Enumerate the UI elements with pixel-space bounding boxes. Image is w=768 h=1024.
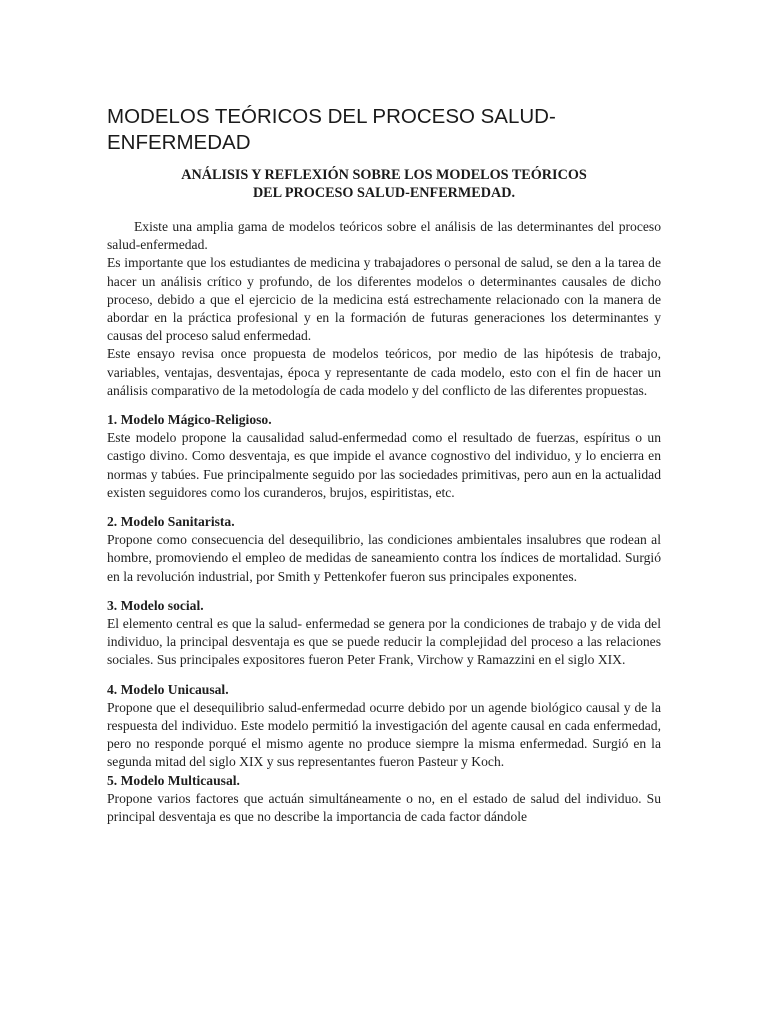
model-heading: 5. Modelo Multicausal. [107, 772, 240, 788]
document-subtitle [107, 166, 661, 202]
document-subtitle-line-1: ANÁLISIS Y REFLEXIÓN SOBRE LOS MODELOS TEÓRICOS [181, 167, 587, 183]
model-description: Propone que el desequilibrio salud-enfermedad ocurre debido por un agende biológico causal y de la respuesta del individuo. Este modelo permitió la investigación del agente causal en cada enfermedad, pero no responde porqué el mismo agente no produce siempre la misma enfermedad. Surgió en la segunda mitad del siglo XIX y sus representantes fueron Pasteur y Koch. [107, 699, 661, 770]
introduction [107, 218, 661, 400]
model-heading: 1. Modelo Mágico-Religioso. [107, 412, 272, 428]
model-section-magico-religioso [107, 411, 661, 502]
model-heading: 4. Modelo Unicausal. [107, 681, 229, 697]
document-title: MODELOS TEÓRICOS DEL PROCESO SALUD-ENFERMEDAD [107, 105, 556, 154]
model-section-social [107, 597, 661, 670]
intro-paragraph-3: Este ensayo revisa once propuesta de modelos teóricos, por medio de las hipótesis de trabajo, variables, ventajas, desventajas, época y representante de cada modelo, esto con el fin de hacer un análisis comparativo de la metodología de cada modelo y del conflicto de las diferentes propuestas. [107, 346, 661, 398]
model-description: El elemento central es que la salud- enfermedad se genera por la condiciones de trabajo y de vida del individuo, la principal desventaja es que se puede reducir la complejidad del proceso a las relaciones sociales. Sus principales expositores fueron Peter Frank, Virchow y Ramazzini en el siglo XIX. [107, 616, 661, 668]
model-section-multicausal [107, 772, 661, 827]
model-heading: 3. Modelo social. [107, 597, 204, 613]
model-description: Este modelo propone la causalidad salud-enfermedad como el resultado de fuerzas, espíritus o un castigo divino. Como desventaja, es que impide el avance cognostivo del individuo, y lo encierra en normas y tabúes. Fue principalmente seguido por las sociedades primitivas, pero aun en la actualidad existen seguidores como los curanderos, brujos, espiritistas, etc. [107, 430, 661, 500]
document-body [107, 218, 661, 826]
model-heading: 2. Modelo Sanitarista. [107, 514, 235, 530]
intro-paragraph-1: Existe una amplia gama de modelos teóricos sobre el análisis de las determinantes del proceso salud-enfermedad. [107, 219, 661, 253]
document-subtitle-line-2: DEL PROCESO SALUD-ENFERMEDAD. [252, 185, 516, 201]
model-section-unicausal [107, 681, 661, 772]
model-section-sanitarista [107, 513, 661, 586]
model-description: Propone como consecuencia del desequilibrio, las condiciones ambientales insalubres que rodean al hombre, promoviendo el empleo de medidas de saneamiento contra los índices de mortalidad. Surgió en la revolución industrial, por Smith y Pettenkofer fueron sus principales exponentes. [107, 532, 661, 584]
model-description: Propone varios factores que actuán simultáneamente o no, en el estado de salud del individuo. Su principal desventaja es que no describe la importancia de cada factor dándole [107, 790, 661, 825]
intro-paragraph-2: Es importante que los estudiantes de medicina y trabajadores o personal de salud, se den a la tarea de hacer un análisis crítico y profundo, de los diferentes modelos o determinantes causales de dicho proceso, debido a que el ejercicio de la medicina está estrechamente relacionado con la manera de abordar en la práctica profesional y en la formación de futuras generaciones los determinantes y causas del proceso salud enfermedad. [107, 255, 661, 344]
